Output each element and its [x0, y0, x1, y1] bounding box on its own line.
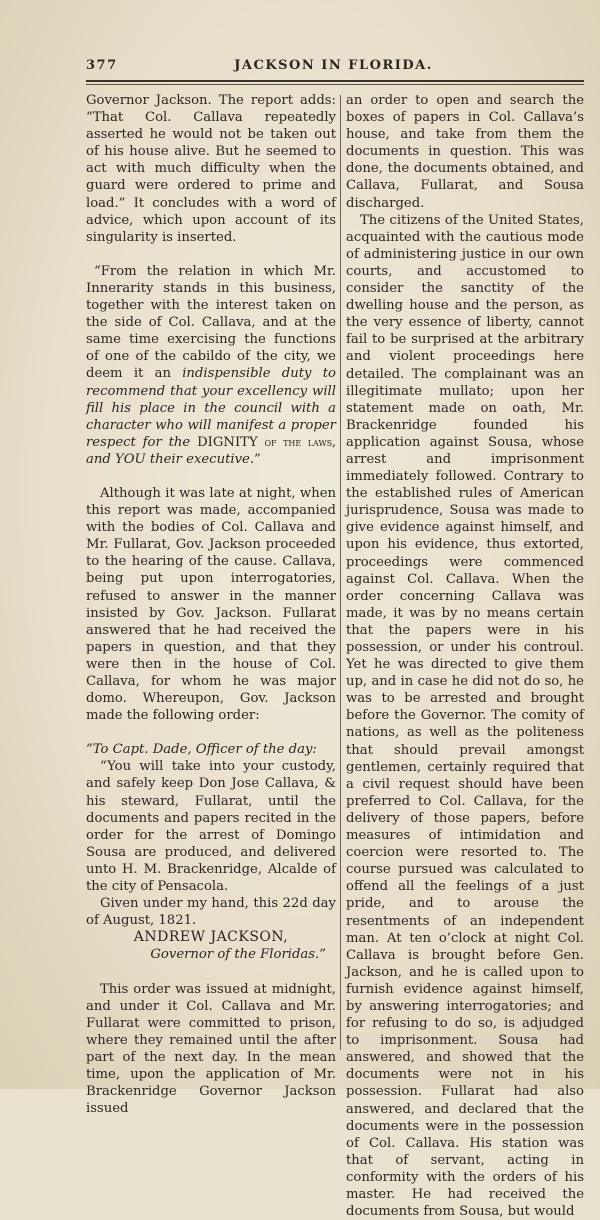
page-number: 377 — [86, 58, 118, 73]
advice-quote-laws: of the laws, — [264, 434, 336, 449]
order-heading: “To Capt. Dade, Officer of the day: — [86, 742, 317, 758]
advice-quote-text: “From the relation in which Mr. Innerarity stands in this business, together with the interest taken on the side of Col. Callava, and at the same time exercising the functions of one of the cabildo of the city, we deem it an — [86, 263, 336, 382]
left-paragraph-2: Although it was late at night, when this report was made, accompanied with the bodies of Col. Callava and Mr. Fullarat, Gov. Jackson proceeded to the hearing of the cause. Callava, being put upon interrogatories, refused to answer in the manner insisted by Gov. Jackson. Fullarat answered that he had received the papers in question, and that they were then in the house of Col. Callava, for whom he was major domo. Whereupon, Gov. Jackson made the following order: — [86, 485, 336, 724]
advice-quote — [86, 263, 336, 468]
signature-name: ANDREW JACKSON, — [133, 929, 289, 946]
header-rule-thin — [86, 84, 584, 85]
advice-quote-close: ” — [254, 451, 261, 467]
advice-quote-you: and YOU — [86, 451, 150, 467]
left-paragraph-3: This order was issued at midnight, and under it Col. Callava and Mr. Fullarat were committed to prison, where they remained until the after part of the next day. In the mean time, upon the application of Mr. Brackenridge Governor Jackson issued — [86, 981, 336, 1117]
signature-title: Governor of the Floridas.” — [150, 947, 326, 963]
left-column — [86, 92, 336, 1117]
header-rule — [86, 80, 584, 82]
left-paragraph-1: Governor Jackson. The report adds: “That Col. Callava repeatedly asserted he would not be taken out of his house alive. But he seemed to act with much difficulty when the guard were ordered to prime and load.” It concludes with a word of advice, which upon account of its singularity is inserted. — [86, 93, 336, 245]
column-divider — [340, 95, 341, 1050]
page-header — [86, 58, 581, 80]
advice-quote-dignity: DIGNITY — [190, 434, 265, 450]
running-title: JACKSON IN FLORIDA. — [234, 58, 433, 73]
advice-quote-italic: indispensible duty to recommend that your excellency will fill his place in the council with a character who will manifest a proper respect for the — [86, 366, 336, 450]
right-paragraph-2: The citizens of the United States, acquainted with the cautious mode of administering justice in our own courts, and accustomed to consider the sanctity of the dwelling house and the person, as the very essence of liberty, cannot fail to be surprised at the arbitrary and violent proceedings here detailed. The complainant was an illegitimate mullato; upon her statement made on oath, Mr. Brackenridge founded his application against Sousa, whose arrest and imprisonment immediately followed. Contrary to the established rules of American jurisprudence, Sousa was made to give evidence against himself, and upon his evidence, thus extorted, proceedings were commenced against Col. Callava. When the order concerning Callava was made, it was by no means certain that the papers were in his possession, or under his controul. Yet he was directed to give them up, and in case he did not do so, he was to be arrested and brought before the Governor. The comity of nations, as well as the politeness that should prevail amongst gentlemen, certainly required that a civil request should have been preferred to Col. Callava, for the delivery of those papers, before measures of intimidation and coercion were resorted to. The course pursued was calculated to offend all the feelings of a just pride, and to arouse the resentments of an independent man. At ten o’clock at night Col. Callava is brought before Gen. Jackson, and he is called upon to furnish evidence against himself, by answering interrogatories; and for refusing to do so, is adjudged to imprisonment. Sousa had answered, and showed that the documents were not in his possession. Fullarat had also answered, and declared that the documents were in the possession of Col. Callava. His station was that of servant, acting in conformity with the orders of his master. He had received the documents from Sousa, but would — [346, 212, 584, 1220]
order-date: Given under my hand, this 22d day of August, 1821. — [86, 896, 336, 929]
right-column — [346, 92, 584, 1220]
order-body: “You will take into your custody, and safely keep Don Jose Callava, & his steward, Fullarat, until the documents and papers recited in the order for the arrest of Domingo Sousa are produced, and delivered unto H. M. Brackenridge, Alcalde of the city of Pensacola. — [86, 759, 336, 895]
advice-quote-executive: their executive. — [149, 451, 255, 467]
right-paragraph-1: an order to open and search the boxes of papers in Col. Callava’s house, and take from them the documents in question. This was done, the documents obtained, and Callava, Fullarat, and Sousa discharged. — [346, 93, 584, 211]
